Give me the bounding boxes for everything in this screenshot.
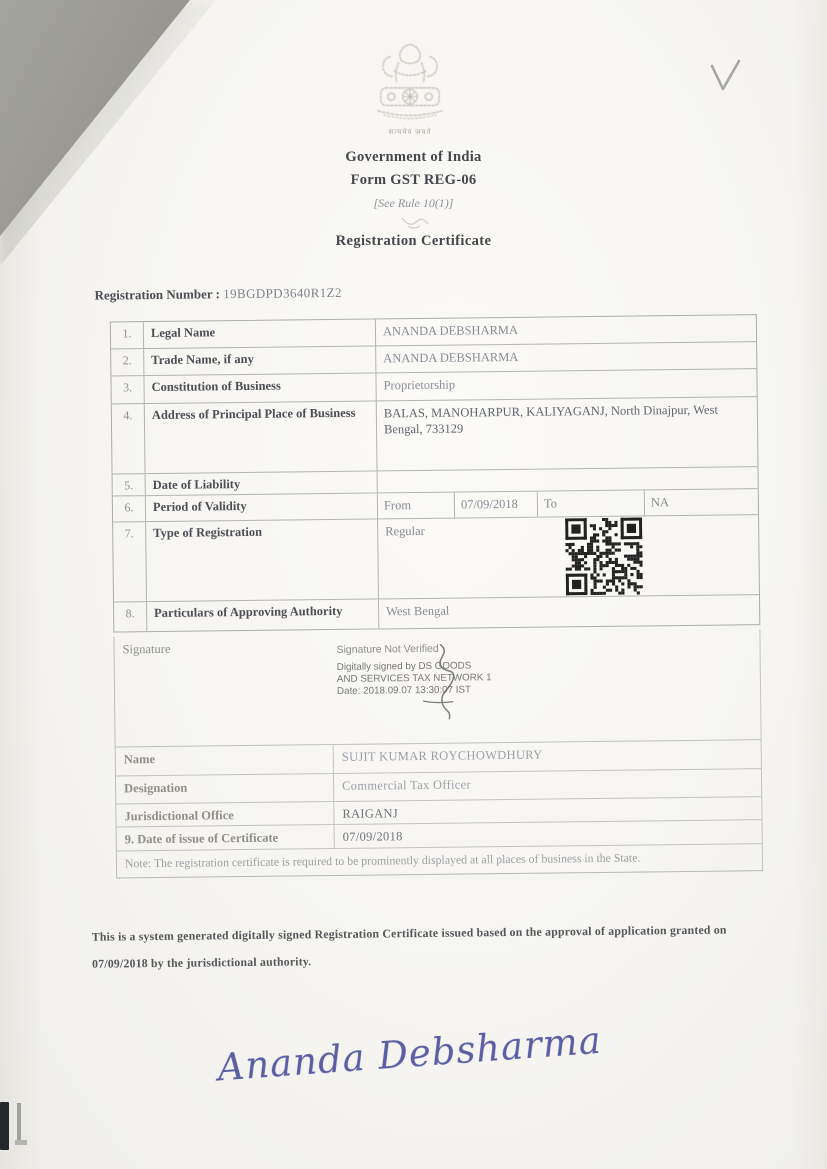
signature-row bbox=[114, 629, 760, 747]
handwritten-signature: Ananda Debsharma bbox=[216, 1018, 604, 1090]
officer-row-label: Jurisdictional Office bbox=[116, 802, 334, 826]
row-number: 8. bbox=[114, 602, 147, 631]
pen-scribble bbox=[402, 638, 473, 744]
digitally-signed-line: Date: 2018.09.07 13:30:07 IST bbox=[336, 684, 472, 697]
registration-number-line bbox=[94, 285, 342, 304]
row-label: Period of Validity bbox=[146, 493, 378, 521]
row-number: 3. bbox=[111, 376, 144, 403]
registration-type-value: Regular bbox=[385, 523, 425, 539]
government-of-india-title: Government of India bbox=[345, 149, 482, 165]
row-number: 2. bbox=[111, 349, 144, 375]
signature-and-officer-section bbox=[113, 629, 763, 878]
signature-not-verified-text: Signature Not Verified bbox=[336, 642, 439, 656]
signature-label: Signature bbox=[122, 641, 171, 657]
row-number: 1. bbox=[111, 322, 144, 348]
row-label: Type of Registration bbox=[146, 519, 379, 601]
certificate-title: Registration Certificate bbox=[335, 233, 492, 249]
row-number: 4. bbox=[112, 404, 146, 473]
row-label: Trade Name, if any bbox=[144, 346, 376, 375]
row-number: 7. bbox=[113, 522, 147, 601]
row-value: Proprietorship bbox=[383, 377, 456, 393]
validity-from-label: From bbox=[378, 493, 455, 519]
rule-reference: [See Rule 10(1)] bbox=[373, 196, 454, 210]
table-row bbox=[112, 397, 758, 474]
validity-cells bbox=[378, 489, 758, 518]
jurisdictional-office-value: RAIGANJ bbox=[342, 806, 399, 821]
officer-row-label: Designation bbox=[116, 774, 334, 803]
row-value bbox=[378, 515, 759, 598]
form-number-title: Form GST REG-06 bbox=[350, 172, 477, 188]
validity-to-label: To bbox=[538, 490, 645, 516]
validity-to-date: NA bbox=[650, 495, 670, 510]
row-value bbox=[378, 467, 758, 492]
certificate-details-table bbox=[110, 314, 760, 632]
row-value: West Bengal bbox=[386, 603, 450, 619]
officer-name-value: SUJIT KUMAR ROYCHOWDHURY bbox=[341, 747, 543, 764]
system-generated-statement: This is a system generated digitally signed Registration Certificate issued based on the approval of application granted on 07/09/2018 by the jurisdictional authority. bbox=[91, 922, 727, 971]
qr-code bbox=[565, 517, 643, 595]
row-label: Legal Name bbox=[144, 319, 376, 348]
row-number: 5. bbox=[113, 474, 146, 495]
registration-number-value: 19BGDPD3640R1Z2 bbox=[223, 284, 342, 302]
officer-row-label: Name bbox=[116, 745, 334, 775]
row-label: Address of Principal Place of Business bbox=[145, 401, 378, 473]
officer-row-label: 9. Date of issue of Certificate bbox=[117, 825, 335, 850]
registration-number-label: Registration Number : bbox=[94, 286, 221, 303]
row-label: Date of Liability bbox=[146, 471, 378, 495]
row-number: 6. bbox=[113, 496, 146, 521]
digitally-signed-line: AND SERVICES TAX NETWORK 1 bbox=[336, 672, 492, 685]
validity-from-date: 07/09/2018 bbox=[455, 492, 538, 518]
display-note: Note: The registration certificate is required to be prominently displayed at all places of business in the State. bbox=[124, 850, 641, 871]
date-of-issue-value: 07/09/2018 bbox=[342, 829, 403, 844]
row-value: ANANDA DEBSHARMA bbox=[383, 349, 519, 366]
officer-designation-value: Commercial Tax Officer bbox=[342, 777, 472, 793]
row-label: Particulars of Approving Authority bbox=[147, 599, 379, 631]
row-label: Constitution of Business bbox=[144, 373, 376, 403]
emblem-caption: सत्यमेव जयते bbox=[388, 128, 432, 136]
table-row-type-of-registration bbox=[113, 515, 759, 602]
digitally-signed-line: Digitally signed by DS GOODS bbox=[336, 660, 472, 673]
row-value: BALAS, MANOHARPUR, KALIYAGANJ, North Dinajpur, West Bengal, 733129 bbox=[383, 402, 718, 437]
row-value: ANANDA DEBSHARMA bbox=[382, 322, 519, 339]
table-row bbox=[114, 595, 759, 631]
